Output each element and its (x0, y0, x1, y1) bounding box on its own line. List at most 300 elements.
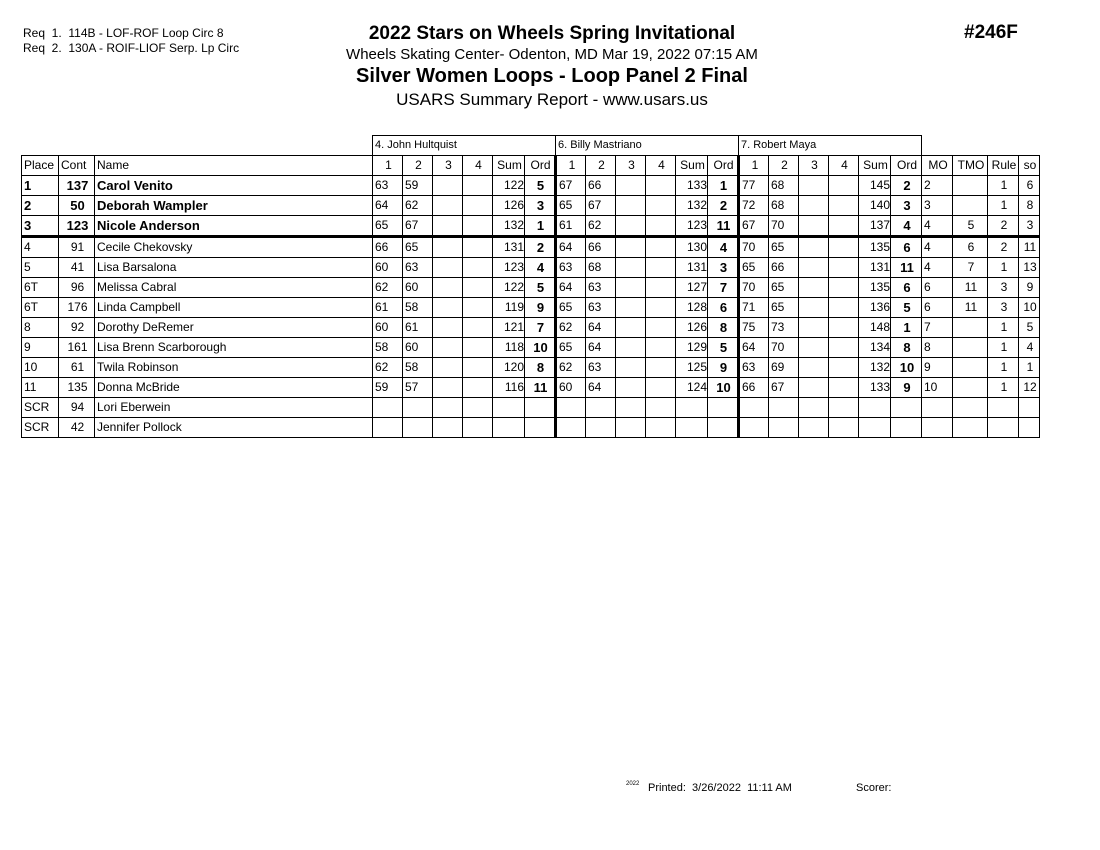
tmo-cell (953, 378, 988, 398)
judge-3-score-3 (799, 318, 829, 338)
judge-3-ordinal: 8 (891, 338, 922, 358)
judge-2-ordinal: 3 (708, 258, 739, 278)
name-cell: Donna McBride (95, 378, 373, 398)
judge-3-score-3 (799, 338, 829, 358)
judge-2-sum: 129 (676, 338, 708, 358)
judge-3-score-2: 65 (769, 278, 799, 298)
col-j2-sum: Sum (676, 156, 708, 176)
judge-3-score-4 (829, 338, 859, 358)
judge-3-score-3 (799, 378, 829, 398)
judge-2-score-3 (616, 398, 646, 418)
judge-1-score-2 (403, 418, 433, 438)
col-name: Name (95, 156, 373, 176)
report-name: USARS Summary Report - www.usars.us (396, 90, 708, 109)
col-j2-2: 2 (586, 156, 616, 176)
judge-1-score-2: 59 (403, 176, 433, 196)
judge-1-score-3 (433, 216, 463, 237)
judge-2-ordinal: 11 (708, 216, 739, 237)
judge-1-score-2: 60 (403, 338, 433, 358)
judge-3-score-2: 70 (769, 216, 799, 237)
judge-3-score-2 (769, 398, 799, 418)
judge-3-sum: 140 (859, 196, 891, 216)
judge-2-ordinal: 10 (708, 378, 739, 398)
col-j1-1: 1 (373, 156, 403, 176)
footer-superscript: 2022 (626, 781, 640, 787)
judge-1-sum: 118 (493, 338, 525, 358)
judge-3-score-4 (829, 378, 859, 398)
mo-cell: 10 (922, 378, 953, 398)
judge-1-score-3 (433, 318, 463, 338)
judge-2-score-3 (616, 216, 646, 237)
judge-2-score-4 (646, 196, 676, 216)
judge-3-score-3 (799, 176, 829, 196)
judge-2-score-1: 65 (556, 338, 586, 358)
judge-2-score-4 (646, 398, 676, 418)
judge-1-score-4 (463, 358, 493, 378)
judge-1-score-2: 65 (403, 237, 433, 258)
place-cell: 6T (22, 298, 59, 318)
judge-1-score-4 (463, 216, 493, 237)
judge-2-score-4 (646, 237, 676, 258)
judge-1-score-1 (373, 418, 403, 438)
judge-1-sum: 123 (493, 258, 525, 278)
name-cell: Carol Venito (95, 176, 373, 196)
col-so: so (1019, 156, 1040, 176)
cont-cell: 176 (59, 298, 95, 318)
judge-2-name: 6. Billy Mastriano (556, 136, 739, 156)
place-cell: 4 (22, 237, 59, 258)
rule-cell: 1 (988, 258, 1019, 278)
judge-3-sum: 135 (859, 237, 891, 258)
judge-1-score-2: 61 (403, 318, 433, 338)
tmo-cell: 7 (953, 258, 988, 278)
judge-2-score-4 (646, 176, 676, 196)
place-cell: 8 (22, 318, 59, 338)
so-cell: 11 (1019, 237, 1040, 258)
col-j1-4: 4 (463, 156, 493, 176)
judge-2-score-1: 63 (556, 258, 586, 278)
judge-1-name: 4. John Hultquist (373, 136, 556, 156)
judge-3-sum: 132 (859, 358, 891, 378)
col-j3-4: 4 (829, 156, 859, 176)
judge-2-sum (676, 418, 708, 438)
table-row (22, 418, 1040, 438)
judge-1-score-4 (463, 318, 493, 338)
judge-2-score-3 (616, 176, 646, 196)
judge-2-score-1: 62 (556, 318, 586, 338)
judge-1-ordinal: 2 (525, 237, 556, 258)
judge-2-ordinal: 1 (708, 176, 739, 196)
judge-3-score-1: 70 (739, 278, 769, 298)
judge-1-ordinal: 1 (525, 216, 556, 237)
judge-3-score-1 (739, 398, 769, 418)
judge-2-ordinal (708, 398, 739, 418)
judge-3-score-1: 67 (739, 216, 769, 237)
so-cell: 4 (1019, 338, 1040, 358)
col-j3-1: 1 (739, 156, 769, 176)
cont-cell: 61 (59, 358, 95, 378)
judge-1-score-4 (463, 378, 493, 398)
judge-3-score-1: 65 (739, 258, 769, 278)
col-j2-ord: Ord (708, 156, 739, 176)
judge-2-score-2: 62 (586, 216, 616, 237)
judge-1-ordinal: 9 (525, 298, 556, 318)
col-cont: Cont (59, 156, 95, 176)
judge-1-sum: 126 (493, 196, 525, 216)
judge-1-score-1: 60 (373, 258, 403, 278)
results-table (21, 135, 1040, 438)
judge-1-score-4 (463, 176, 493, 196)
table-row (22, 216, 1040, 237)
judge-3-sum: 137 (859, 216, 891, 237)
table-row (22, 278, 1040, 298)
so-cell: 6 (1019, 176, 1040, 196)
judge-1-score-4 (463, 258, 493, 278)
judge-1-score-3 (433, 278, 463, 298)
judge-1-score-4 (463, 418, 493, 438)
rule-cell: 1 (988, 176, 1019, 196)
col-tmo: TMO (953, 156, 988, 176)
place-cell: 2 (22, 196, 59, 216)
place-cell: 3 (22, 216, 59, 237)
judge-3-score-2: 66 (769, 258, 799, 278)
judge-1-score-1 (373, 398, 403, 418)
judge-3-score-4 (829, 278, 859, 298)
judge-3-ordinal: 10 (891, 358, 922, 378)
judge-2-sum (676, 398, 708, 418)
mo-cell: 7 (922, 318, 953, 338)
judge-3-score-4 (829, 216, 859, 237)
name-cell: Lori Eberwein (95, 398, 373, 418)
judge-2-score-4 (646, 358, 676, 378)
judge-1-ordinal (525, 418, 556, 438)
judge-2-score-3 (616, 278, 646, 298)
judge-1-sum: 122 (493, 278, 525, 298)
so-cell: 5 (1019, 318, 1040, 338)
judge-1-ordinal: 4 (525, 258, 556, 278)
judge-3-sum: 133 (859, 378, 891, 398)
judge-2-score-1 (556, 418, 586, 438)
judge-1-score-4 (463, 298, 493, 318)
judge-1-sum: 121 (493, 318, 525, 338)
tmo-cell (953, 196, 988, 216)
judge-3-score-2: 67 (769, 378, 799, 398)
judge-3-score-4 (829, 358, 859, 378)
cont-cell: 123 (59, 216, 95, 237)
table-row (22, 318, 1040, 338)
mo-cell: 2 (922, 176, 953, 196)
judge-3-score-3 (799, 278, 829, 298)
judge-1-score-2: 58 (403, 298, 433, 318)
report-header (300, 22, 804, 111)
table-row (22, 358, 1040, 378)
judge-1-score-1: 62 (373, 278, 403, 298)
name-cell: Cecile Chekovsky (95, 237, 373, 258)
judge-1-ordinal (525, 398, 556, 418)
judge-3-sum: 145 (859, 176, 891, 196)
judge-3-score-2: 69 (769, 358, 799, 378)
table-row (22, 176, 1040, 196)
judge-3-score-1 (739, 418, 769, 438)
table-row (22, 237, 1040, 258)
judge-1-score-3 (433, 338, 463, 358)
col-j3-3: 3 (799, 156, 829, 176)
judge-2-score-3 (616, 418, 646, 438)
mo-cell (922, 418, 953, 438)
tmo-cell: 6 (953, 237, 988, 258)
scorer-label: Scorer: (856, 782, 892, 794)
judge-3-score-3 (799, 398, 829, 418)
cont-cell: 92 (59, 318, 95, 338)
requirement-2: Req 2. 130A - ROIF-LIOF Serp. Lp Circ (23, 41, 240, 55)
cont-cell: 96 (59, 278, 95, 298)
rule-cell (988, 418, 1019, 438)
judge-3-score-1: 66 (739, 378, 769, 398)
judge-1-score-1: 65 (373, 216, 403, 237)
judge-2-ordinal: 7 (708, 278, 739, 298)
judge-1-score-3 (433, 418, 463, 438)
judge-1-score-2: 60 (403, 278, 433, 298)
judge-2-ordinal (708, 418, 739, 438)
name-cell: Dorothy DeRemer (95, 318, 373, 338)
judge-1-sum: 119 (493, 298, 525, 318)
col-j3-sum: Sum (859, 156, 891, 176)
rule-cell: 3 (988, 298, 1019, 318)
judge-3-score-2: 65 (769, 237, 799, 258)
judge-3-score-2 (769, 418, 799, 438)
cont-cell: 91 (59, 237, 95, 258)
judge-2-score-1: 64 (556, 278, 586, 298)
judge-3-score-3 (799, 358, 829, 378)
competition-title: 2022 Stars on Wheels Spring Invitational (368, 23, 736, 44)
judge-3-score-3 (799, 237, 829, 258)
so-cell: 13 (1019, 258, 1040, 278)
judge-3-score-4 (829, 318, 859, 338)
judge-1-score-3 (433, 358, 463, 378)
judge-2-score-1: 65 (556, 196, 586, 216)
judge-2-sum: 133 (676, 176, 708, 196)
name-cell: Linda Campbell (95, 298, 373, 318)
venue-date: Wheels Skating Center- Odenton, MD Mar 19, 2022 07:15 AM (346, 46, 758, 63)
judge-2-score-4 (646, 378, 676, 398)
event-name: Silver Women Loops - Loop Panel 2 Final (356, 65, 748, 87)
cont-cell: 135 (59, 378, 95, 398)
mo-cell: 6 (922, 278, 953, 298)
judge-1-score-2 (403, 398, 433, 418)
judge-2-score-1: 61 (556, 216, 586, 237)
judge-2-score-3 (616, 378, 646, 398)
judge-2-score-2 (586, 418, 616, 438)
judge-2-score-1: 62 (556, 358, 586, 378)
judge-2-score-3 (616, 358, 646, 378)
judge-1-sum: 116 (493, 378, 525, 398)
event-number: #246F (964, 22, 1018, 43)
name-cell: Twila Robinson (95, 358, 373, 378)
judge-3-ordinal: 4 (891, 216, 922, 237)
judge-1-sum: 122 (493, 176, 525, 196)
place-cell: 9 (22, 338, 59, 358)
tmo-cell: 11 (953, 298, 988, 318)
table-row (22, 258, 1040, 278)
name-cell: Nicole Anderson (95, 216, 373, 237)
judge-3-score-1: 64 (739, 338, 769, 358)
judge-1-score-1: 58 (373, 338, 403, 358)
judge-2-score-4 (646, 216, 676, 237)
judge-1-sum: 120 (493, 358, 525, 378)
col-j2-3: 3 (616, 156, 646, 176)
judge-2-score-3 (616, 196, 646, 216)
judge-2-score-4 (646, 318, 676, 338)
table-row (22, 398, 1040, 418)
judge-2-score-2: 66 (586, 176, 616, 196)
tmo-cell (953, 418, 988, 438)
judge-1-ordinal: 10 (525, 338, 556, 358)
tmo-cell (953, 338, 988, 358)
tmo-cell (953, 398, 988, 418)
rule-cell: 1 (988, 378, 1019, 398)
cont-cell: 161 (59, 338, 95, 358)
rule-cell: 2 (988, 237, 1019, 258)
col-j1-sum: Sum (493, 156, 525, 176)
judge-2-score-2: 68 (586, 258, 616, 278)
cont-cell: 94 (59, 398, 95, 418)
judge-3-score-2: 65 (769, 298, 799, 318)
judge-2-sum: 126 (676, 318, 708, 338)
judge-1-ordinal: 11 (525, 378, 556, 398)
judge-2-ordinal: 2 (708, 196, 739, 216)
judge-1-sum: 131 (493, 237, 525, 258)
rule-cell: 1 (988, 358, 1019, 378)
judge-1-ordinal: 5 (525, 278, 556, 298)
so-cell (1019, 418, 1040, 438)
mo-cell (922, 398, 953, 418)
judge-1-ordinal: 3 (525, 196, 556, 216)
judge-3-sum: 136 (859, 298, 891, 318)
col-mo: MO (922, 156, 953, 176)
judge-1-score-1: 63 (373, 176, 403, 196)
judge-2-sum: 124 (676, 378, 708, 398)
judge-2-score-3 (616, 298, 646, 318)
mo-cell: 8 (922, 338, 953, 358)
so-cell (1019, 398, 1040, 418)
judge-2-score-2: 64 (586, 378, 616, 398)
tmo-cell (953, 176, 988, 196)
judge-3-score-1: 72 (739, 196, 769, 216)
judge-2-score-3 (616, 258, 646, 278)
place-cell: SCR (22, 418, 59, 438)
place-cell: 5 (22, 258, 59, 278)
judge-1-score-3 (433, 378, 463, 398)
col-j3-2: 2 (769, 156, 799, 176)
judge-2-ordinal: 6 (708, 298, 739, 318)
judge-3-sum (859, 418, 891, 438)
col-j1-2: 2 (403, 156, 433, 176)
judge-3-sum (859, 398, 891, 418)
so-cell: 8 (1019, 196, 1040, 216)
judge-3-ordinal: 11 (891, 258, 922, 278)
judge-2-score-2: 64 (586, 338, 616, 358)
judge-1-score-4 (463, 237, 493, 258)
judge-1-score-2: 62 (403, 196, 433, 216)
judge-1-score-1: 66 (373, 237, 403, 258)
tmo-cell: 5 (953, 216, 988, 237)
judge-3-score-4 (829, 237, 859, 258)
judge-2-ordinal: 4 (708, 237, 739, 258)
place-cell: 11 (22, 378, 59, 398)
judge-1-score-3 (433, 176, 463, 196)
col-j1-ord: Ord (525, 156, 556, 176)
judge-2-score-2: 64 (586, 318, 616, 338)
table-row (22, 338, 1040, 358)
judge-3-sum: 131 (859, 258, 891, 278)
mo-cell: 4 (922, 258, 953, 278)
judge-1-score-4 (463, 338, 493, 358)
judge-1-score-1: 62 (373, 358, 403, 378)
tmo-cell (953, 318, 988, 338)
judge-1-score-4 (463, 398, 493, 418)
judge-3-score-2: 68 (769, 196, 799, 216)
judge-3-score-1: 71 (739, 298, 769, 318)
place-cell: SCR (22, 398, 59, 418)
col-rule: Rule (988, 156, 1019, 176)
judge-2-score-4 (646, 258, 676, 278)
col-j1-3: 3 (433, 156, 463, 176)
judge-1-score-1: 60 (373, 318, 403, 338)
judge-1-sum: 132 (493, 216, 525, 237)
judge-1-sum (493, 398, 525, 418)
table-row (22, 298, 1040, 318)
mo-cell: 6 (922, 298, 953, 318)
name-cell: Lisa Brenn Scarborough (95, 338, 373, 358)
rule-cell: 1 (988, 338, 1019, 358)
judge-1-score-4 (463, 196, 493, 216)
judge-2-score-4 (646, 338, 676, 358)
judge-3-score-4 (829, 418, 859, 438)
judge-2-sum: 123 (676, 216, 708, 237)
so-cell: 10 (1019, 298, 1040, 318)
requirement-1: Req 1. 114B - LOF-ROF Loop Circ 8 (23, 26, 224, 40)
judge-2-score-1: 67 (556, 176, 586, 196)
judge-1-score-3 (433, 298, 463, 318)
judge-1-score-3 (433, 196, 463, 216)
mo-cell: 4 (922, 237, 953, 258)
judge-2-score-3 (616, 318, 646, 338)
judge-2-score-2: 63 (586, 298, 616, 318)
judge-1-score-1: 64 (373, 196, 403, 216)
judge-3-score-4 (829, 398, 859, 418)
judge-2-score-2: 63 (586, 278, 616, 298)
judge-2-score-3 (616, 237, 646, 258)
judge-3-score-3 (799, 196, 829, 216)
judge-2-ordinal: 5 (708, 338, 739, 358)
judge-2-sum: 130 (676, 237, 708, 258)
judge-3-ordinal: 9 (891, 378, 922, 398)
judge-3-score-1: 77 (739, 176, 769, 196)
judge-2-score-4 (646, 418, 676, 438)
judge-2-score-2: 67 (586, 196, 616, 216)
judge-2-score-3 (616, 338, 646, 358)
judge-3-ordinal: 6 (891, 278, 922, 298)
judge-2-sum: 131 (676, 258, 708, 278)
name-cell: Lisa Barsalona (95, 258, 373, 278)
judge-3-score-1: 70 (739, 237, 769, 258)
cont-cell: 50 (59, 196, 95, 216)
judge-3-score-3 (799, 216, 829, 237)
judge-2-sum: 127 (676, 278, 708, 298)
so-cell: 1 (1019, 358, 1040, 378)
judge-2-sum: 132 (676, 196, 708, 216)
cont-cell: 41 (59, 258, 95, 278)
